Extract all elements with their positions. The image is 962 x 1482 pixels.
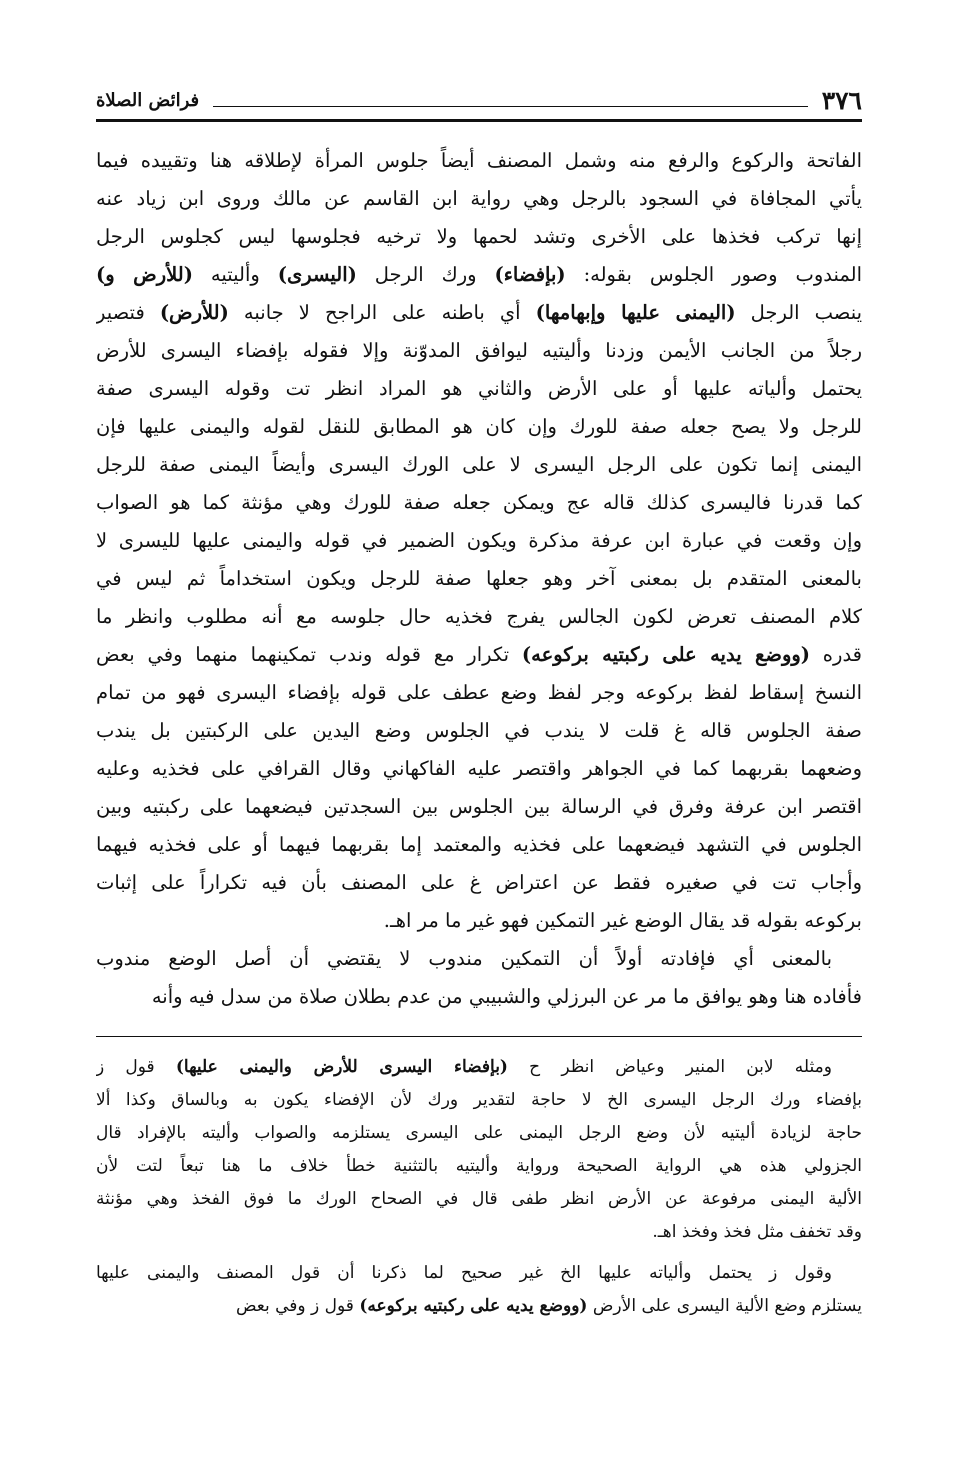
text-segment: تكرار مع قوله وندب تمكينهما منهما وفي بعض: [96, 643, 522, 666]
text-line: إنها تركب فخذها على الأخرى وتشد لحمها ولا ترخيه فجلوسها ليس كجلوس الرجل: [96, 225, 862, 248]
matn-quote: (بإفضاء): [494, 263, 566, 286]
text-line: بإفضاء ورك الرجل اليسرى الخ لا حاجة لتقدير ورك لأن الإفضاء يكون به وبالساق وكذا ألا: [96, 1090, 862, 1110]
matn-quote: (للأرض): [159, 301, 229, 324]
text-segment: وأليتيه: [192, 263, 278, 286]
text-segment: ورك الرجل: [356, 263, 495, 286]
text-line: حاجة لزيادة أليتيه لأن وضع الرجل اليمنى على اليسرى يستلزمه والصواب وأليته بالإفراد قال: [96, 1123, 862, 1143]
text-line: يأتي المجافاة في السجود بالرجل وهي رواية ابن القاسم عن مالك وروى ابن زياد عنه: [96, 187, 862, 210]
text-line: [96, 636, 862, 674]
text-segment: ينصب الرجل: [735, 301, 862, 324]
text-line: [96, 1290, 862, 1323]
text-line: وأجاب تت في صغيره فقط عن اعتراض غ على المصنف بأن فيه تكراراً على إثبات: [96, 871, 862, 894]
text-line: الجلوس في التشهد فيضعهما على فخذيه والمعتمد إما بقربهما فيهما أو على فخذيه فيهما: [96, 833, 862, 856]
main-text: [96, 142, 862, 1016]
matn-quote: (للأرض و): [96, 263, 193, 286]
text-line: [96, 256, 862, 294]
text-line: وإن وقعت في عبارة ابن عرفة مذكرة ويكون الضمير في قوله واليمنى عليها لليسرى لا: [96, 529, 862, 552]
text-line: اقتصر ابن عرفة وفرق في الرسالة بين الجلوس بين السجدتين فيضعهما على ركبتيه وبين: [96, 795, 862, 818]
chapter-title: فرائض الصلاة: [96, 90, 200, 111]
text-line: كلام المصنف تعرض لكون الجالس يفرج فخذيه حال جلوسه مع أنه مطلوب وانظر ما: [96, 605, 862, 628]
text-line: بالمعنى أي فإفادته أولاً أن التمكين مندوب لا يقتضي أن أصل الوضع مندوب: [96, 947, 832, 970]
matn-quote: (اليمنى عليها وإبهامها): [535, 301, 736, 324]
text-line: وقول ز يحتمل وألياته عليها الخ غير صحيح لما ذكرنا أن قول المصنف واليمنى عليها: [96, 1263, 832, 1283]
footnotes: [96, 1051, 862, 1323]
text-segment: المندوب وصور الجلوس بقوله:: [565, 263, 862, 286]
header-divider: [96, 119, 862, 122]
text-line: [96, 1051, 862, 1084]
text-segment: قدره: [810, 643, 862, 666]
matn-quote: (ووضع يديه على ركبتيه بركوعه): [521, 643, 811, 666]
matn-quote: (اليسرى): [277, 263, 357, 286]
text-line: الجزولي هذه هي الرواية الصحيحة ورواية وأليتيه بالتثنية خطأ خلاف ما هنا تبعاً لتت لأن: [96, 1156, 862, 1176]
text-segment: قول ز: [96, 1057, 176, 1077]
text-line: وضعهما بقربهما كما في الجواهر واقتصر عليه الفاكهاني وقال القرافي على فخذيه وعليه: [96, 757, 862, 780]
footnote-divider: [96, 1036, 862, 1037]
text-line: صفة الجلوس قاله غ قلت لا يندب في الجلوس وضع اليدين على الركبتين بل يندب: [96, 719, 862, 742]
header-rule: [213, 106, 808, 107]
text-segment: أي باطنه على الراجح لا جانبه: [228, 301, 536, 324]
text-segment: ومثله لابن المنير وعياض انظر ح: [507, 1057, 832, 1077]
footnote-paragraph: [96, 1051, 862, 1249]
text-line: الألية اليمنى مرفوعة عن الأرض انظر طفى قال في الصحاح الورك ما فوق الفخذ وهي مؤنثة: [96, 1189, 862, 1209]
main-paragraph: [96, 940, 862, 1016]
text-segment: فتصير: [96, 301, 160, 324]
running-header: [96, 80, 862, 116]
text-line: [96, 294, 862, 332]
text-line: الفاتحة والركوع والرفع منه وشمل المصنف أيضاً جلوس المرأة لإطلاقه هنا وتقييده فيما: [96, 149, 862, 172]
main-paragraph: [96, 142, 862, 940]
text-line: يحتمل وألياته عليها أو على الأرض والثاني هو المراد انظر تت وقوله اليسرى صفة: [96, 377, 862, 400]
text-segment: قول ز وفي بعض: [235, 1296, 360, 1316]
text-line: بالمعنى المتقدم بل بمعنى آخر وهو جعلها صفة للرجل ويكون استخداماً ثم ليس في: [96, 567, 862, 590]
book-page: [96, 80, 862, 1460]
text-line: النسخ إسقاط لفظ بركوعه وجر لفظ وضع عطف على قوله بإفضاء اليسرى فهو من تمام: [96, 681, 862, 704]
text-line: وقد تخفف مثل فخذ وفخذ اهـ.: [652, 1222, 862, 1242]
footnote-paragraph: [96, 1257, 862, 1323]
matn-quote: (بإفضاء اليسرى للأرض واليمنى عليها): [175, 1057, 508, 1077]
text-line: بركوعه بقوله قد يقال الوضع غير التمكين فهو غير ما مر اهـ.: [383, 909, 862, 932]
text-line: اليمنى إنما تكون على الرجل اليسرى لا على الورك اليسرى وأيضاً اليمنى صفة للرجل: [96, 453, 862, 476]
page-number: ٣٧٦: [821, 86, 862, 115]
text-line: فأفاده هنا وهو يوافق ما مر عن البرزلي والشبيبي من عدم بطلان صلاة من سدل فيه وأنه: [151, 985, 862, 1008]
text-line: للرجل ولا يصح جعله صفة للورك وإن كان هو المطابق للنقل لقوله واليمنى عليها فإن: [96, 415, 862, 438]
text-line: كما قدرنا فاليسرى كذلك قاله عج ويمكن جعله صفة للورك وهي مؤنثة كما هو الصواب: [96, 491, 862, 514]
matn-quote: (ووضع يديه على ركبتيه بركوعه): [359, 1296, 588, 1316]
text-line: رجلاً من الجانب الأيمن وزدنا وأليتيه ليوافق المدوّنة وإلا فقوله بإفضاء اليسرى للأرض: [96, 339, 862, 362]
text-segment: يستلزم وضع الألية اليسرى على الأرض: [587, 1296, 862, 1316]
